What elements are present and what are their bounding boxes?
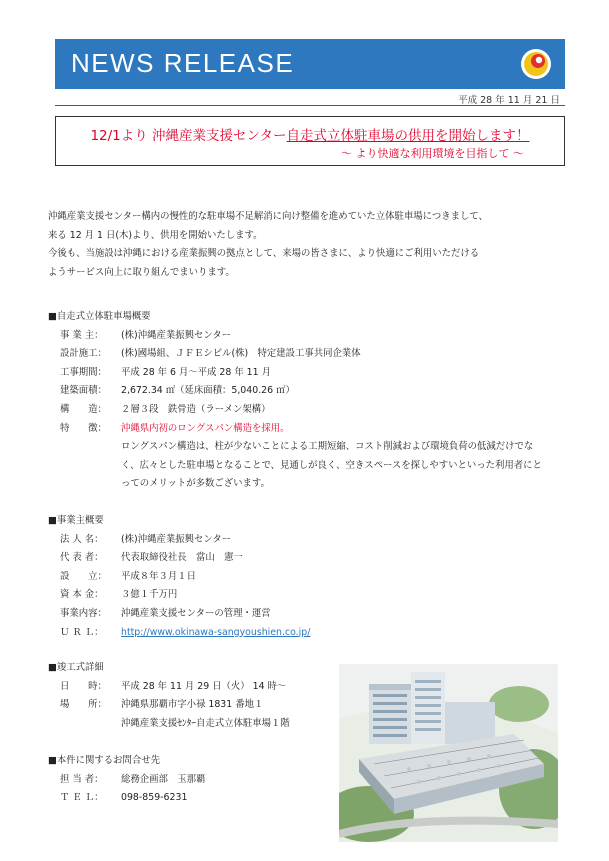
- info-row: 担 当 者： 総務企画部 玉那覇: [60, 773, 206, 785]
- release-date: 平成 28 年 11 月 21 日: [458, 95, 560, 106]
- feature-highlight: 沖縄県内初のロングスパン構造を採用。: [121, 422, 290, 434]
- parking-structure-rendering: [339, 664, 558, 842]
- date-divider: [55, 105, 565, 106]
- section-title: ■自走式立体駐車場概要: [48, 311, 151, 322]
- intro-line: 沖縄産業支援センター構内の慢性的な駐車場不足解消に向け整備を進めていた立体駐車場につきまして、: [48, 211, 488, 222]
- intro-text: [48, 208, 568, 282]
- news-release-banner: [55, 39, 565, 89]
- info-row: 工事期間： 平成 28 年 6 月～平成 28 年 11 月: [60, 366, 271, 378]
- info-row: 日 時： 平成 28 年 11 月 29 日（火） 14 時～: [60, 680, 287, 692]
- section-title: ■竣工式詳細: [48, 662, 104, 673]
- feature-row: 特 徴： 沖縄県内初のロングスパン構造を採用。: [48, 420, 551, 439]
- headline-box: [55, 116, 565, 166]
- intro-line: 来る 12 月 1 日(木)より、供用を開始いたします。: [48, 229, 263, 241]
- info-row: 設計施工： (株)國場組、ＪＦＥシビル(株) 特定建設工事共同企業体: [60, 348, 361, 360]
- parking-overview-section: [48, 308, 551, 494]
- info-row: 法 人 名： (株)沖縄産業振興センター: [60, 533, 232, 545]
- intro-line: ようサービス向上に取り組んでまいります。: [48, 266, 235, 278]
- company-website-link[interactable]: http://www.okinawa-sangyoushien.co.jp/: [121, 626, 311, 638]
- info-row: Ｔ Ｅ Ｌ： 098-859-6231: [60, 792, 188, 804]
- ceremony-section: [48, 659, 290, 733]
- section-title: ■事業主概要: [48, 515, 104, 526]
- contact-section: [48, 752, 205, 808]
- headline: [56, 124, 564, 144]
- banner-title: NEWS RELEASE: [71, 48, 295, 78]
- headline-prefix: 12/1より 沖縄産業支援センター: [90, 128, 287, 144]
- info-row: 構 造： ２層３段 鉄骨造（ラーメン架構）: [60, 403, 271, 415]
- section-title: ■本件に関するお問合せ先: [48, 755, 160, 766]
- info-row: 場 所： 沖縄県那覇市字小禄 1831 番地１: [60, 699, 264, 711]
- operator-overview-section: [48, 512, 310, 642]
- url-row: Ｕ Ｒ Ｌ： http://www.okinawa-sangyoushien.co.jp/: [48, 624, 310, 643]
- subheadline: ～ より快適な利用環境を目指して ～: [341, 147, 524, 160]
- info-row: 事業内容： 沖縄産業支援センターの管理・運営: [60, 607, 271, 619]
- company-logo-icon: [519, 47, 553, 81]
- info-row: 代 表 者： 代表取締役社長 當山 憲一: [60, 552, 243, 564]
- info-row: 沖縄産業支援ｾﾝﾀｰ自走式立体駐車場１階: [121, 717, 290, 729]
- intro-line: 今後も、当施設は沖縄における産業振興の拠点として、来場の皆さまに、より快適にご利用いただける: [48, 248, 480, 260]
- headline-underlined: 自走式立体駐車場の供用を開始します！: [286, 128, 530, 144]
- info-row: 事 業 主： (株)沖縄産業振興センター: [60, 329, 232, 341]
- info-row: 建築面積： 2,672.34 ㎡（延床面積：5,040.26 ㎡）: [60, 385, 295, 397]
- feature-description: ロングスパン構造は、柱が少ないことによる工期短縮、コスト削減および環境負荷の低減だけでなく、広々とした駐車場となることで、見通しが良く、空きスペースを探しやすいといった利用者にとってのメリットが多数ございます。: [121, 441, 542, 490]
- info-row: 設 立： 平成８年３月１日: [60, 570, 197, 582]
- info-row: 資 本 金： ３億１千万円: [60, 589, 178, 601]
